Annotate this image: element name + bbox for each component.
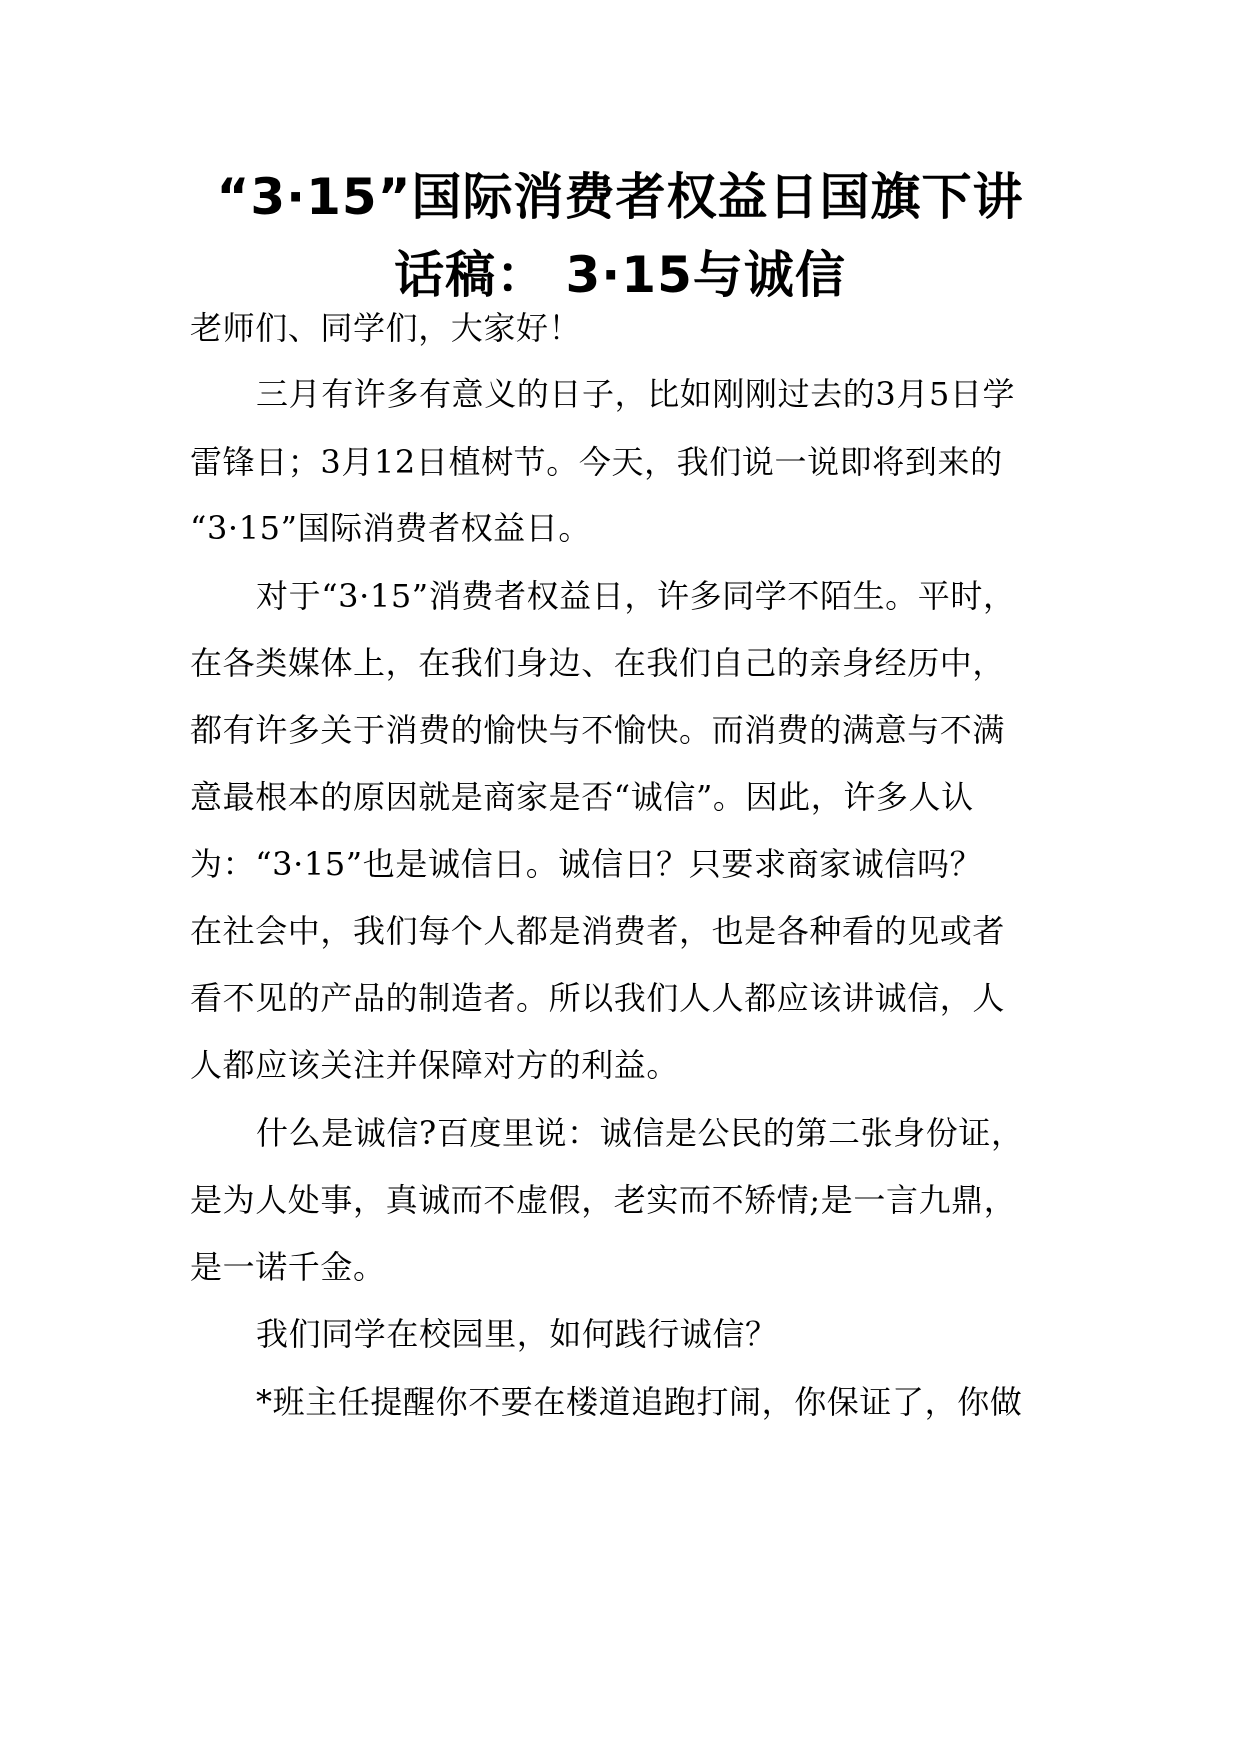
document-title-line-1: “3·15”国际消费者权益日国旗下讲 (216, 168, 1024, 226)
paragraph-1-line-1: 三月有许多有意义的日子，比如刚刚过去的3月5日学 (256, 375, 1016, 413)
paragraph-2-line-3: 都有许多关于消费的愉快与不愉快。而消费的满意与不满 (190, 711, 1006, 749)
paragraph-2-line-2: 在各类媒体上，在我们身边、在我们自己的亲身经历中， (190, 644, 1006, 682)
paragraph-4-line-1: 我们同学在校园里，如何践行诚信？ (256, 1315, 778, 1353)
paragraph-2-line-5: 为：“3·15”也是诚信日。诚信日？只要求商家诚信吗？ (190, 845, 983, 883)
paragraph-3-line-3: 是一诺千金。 (190, 1248, 386, 1286)
paragraph-1-line-2: 雷锋日；3月12日植树节。今天，我们说一说即将到来的 (190, 443, 1003, 481)
paragraph-3-line-2: 是为人处事，真诚而不虚假，老实而不矫情;是一言九鼎， (190, 1181, 1017, 1219)
paragraph-2-line-4: 意最根本的原因就是商家是否“诚信”。因此，许多人认 (190, 778, 974, 816)
paragraph-2-line-6: 在社会中，我们每个人都是消费者，也是各种看的见或者 (190, 912, 1006, 950)
paragraph-1-line-3: “3·15”国际消费者权益日。 (190, 509, 591, 547)
paragraph-2-line-1: 对于“3·15”消费者权益日，许多同学不陌生。平时， (256, 577, 1016, 615)
document-title-line-2: 话稿： 3·15与诚信 (394, 246, 846, 304)
paragraph-5-line-1: *班主任提醒你不要在楼道追跑打闹，你保证了，你做 (256, 1383, 1023, 1421)
paragraph-2-line-7: 看不见的产品的制造者。所以我们人人都应该讲诚信，人 (190, 979, 1006, 1017)
greeting-line: 老师们、同学们，大家好！ (190, 309, 582, 347)
paragraph-2-line-8: 人都应该关注并保障对方的利益。 (190, 1046, 680, 1084)
paragraph-3-line-1: 什么是诚信?百度里说：诚信是公民的第二张身份证， (256, 1114, 1024, 1152)
